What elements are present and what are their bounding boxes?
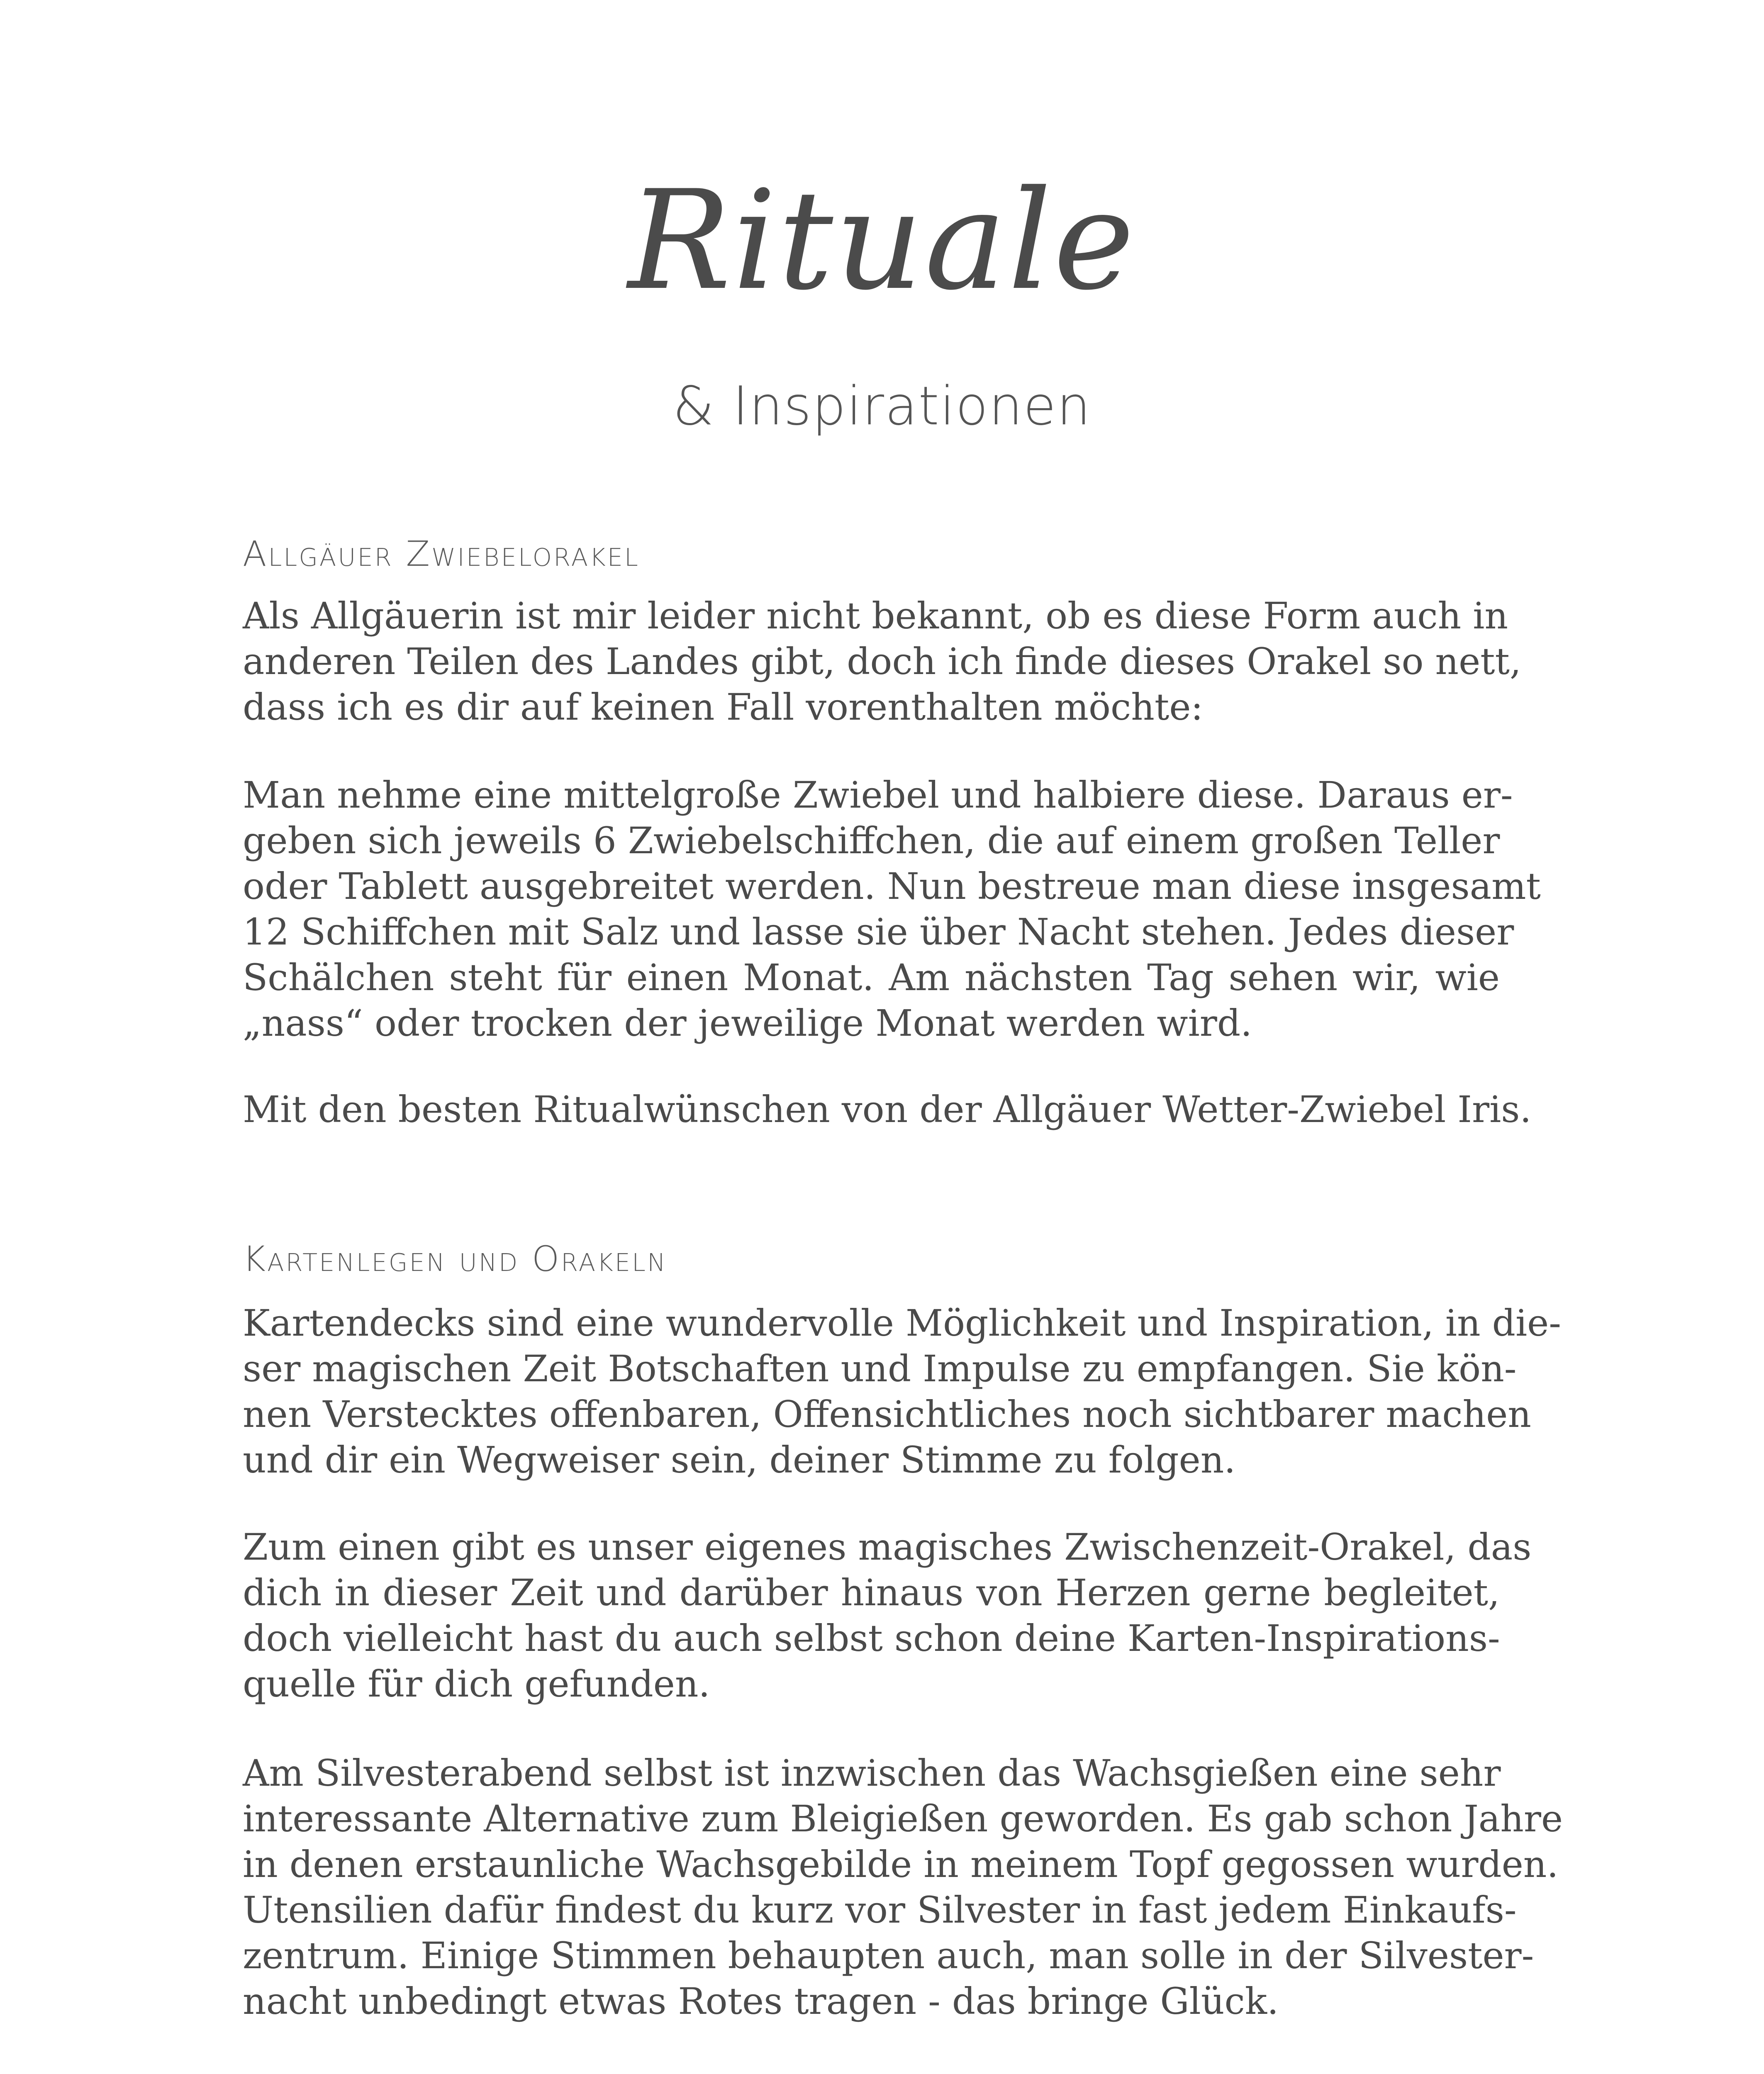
text-line: quelle für dich gefunden. [243, 1663, 710, 1705]
text-line: Kartendecks sind eine wundervolle Möglichkeit und Inspiration, in die- [243, 1302, 1561, 1344]
text-line: doch vielleicht hast du auch selbst schon deine Karten-Inspirations- [243, 1617, 1500, 1660]
page-subtitle: & Inspirationen [672, 375, 1092, 437]
page-title: Rituale [628, 161, 1136, 320]
text-line: Man nehme eine mittelgroße Zwiebel und halbiere diese. Daraus er- [243, 774, 1513, 816]
text-line: anderen Teilen des Landes gibt, doch ich finde dieses Orakel so nett, [243, 640, 1521, 683]
paragraph [243, 593, 1521, 730]
text-line: interessante Alternative zum Bleigießen geworden. Es gab schon Jahre [243, 1797, 1563, 1840]
text-line: dass ich es dir auf keinen Fall vorenthalten möchte: [243, 686, 1204, 728]
text-line: 12 Schiffchen mit Salz und lasse sie über Nacht stehen. Jedes dieser [243, 910, 1514, 953]
text-line: nacht unbedingt etwas Rotes tragen - das bringe Glück. [243, 1980, 1279, 2023]
paragraph [243, 1300, 1561, 1483]
text-line: Utensilien dafür findest du kurz vor Silvester in fast jedem Einkaufs- [243, 1889, 1517, 1931]
text-line: Als Allgäuerin ist mir leider nicht bekannt, ob es diese Form auch in [243, 594, 1508, 637]
text-line: Mit den besten Ritualwünschen von der Allgäuer Wetter-Zwiebel Iris. [243, 1088, 1532, 1131]
paragraph [243, 1087, 1532, 1132]
text-line: „nass“ oder trocken der jeweilige Monat werden wird. [243, 1002, 1252, 1044]
text-line: oder Tablett ausgebreitet werden. Nun bestreue man diese insgesamt [243, 865, 1541, 908]
section-heading-zwiebelorakel: Allgäuer Zwiebelorakel [243, 533, 640, 574]
text-line: geben sich jeweils 6 Zwiebelschiffchen, die auf einem großen Teller [243, 819, 1500, 862]
text-line: Am Silvesterabend selbst ist inzwischen das Wachsgießen eine sehr [243, 1752, 1501, 1794]
text-line: und dir ein Wegweiser sein, deiner Stimme zu folgen. [243, 1439, 1236, 1481]
text-line: zentrum. Einige Stimmen behaupten auch, man solle in der Silvester- [243, 1934, 1534, 1977]
text-line: dich in dieser Zeit und darüber hinaus von Herzen gerne begleitet, [243, 1571, 1500, 1614]
text-line: in denen erstaunliche Wachsgebilde in meinem Topf gegossen wurden. [243, 1843, 1559, 1886]
text-line: Zum einen gibt es unser eigenes magisches Zwischenzeit-Orakel, das [243, 1526, 1532, 1568]
text-line: nen Verstecktes offenbaren, Offensichtliches noch sichtbarer machen [243, 1393, 1531, 1436]
paragraph [243, 772, 1541, 1046]
paragraph [243, 1750, 1563, 2024]
paragraph [243, 1524, 1532, 1707]
section-heading-kartenlegen: Kartenlegen und Orakeln [243, 1239, 668, 1279]
text-line: ser magischen Zeit Botschaften und Impulse zu empfangen. Sie kön- [243, 1347, 1517, 1390]
text-line: Schälchen steht für einen Monat. Am nächsten Tag sehen wir, wie [243, 956, 1500, 999]
